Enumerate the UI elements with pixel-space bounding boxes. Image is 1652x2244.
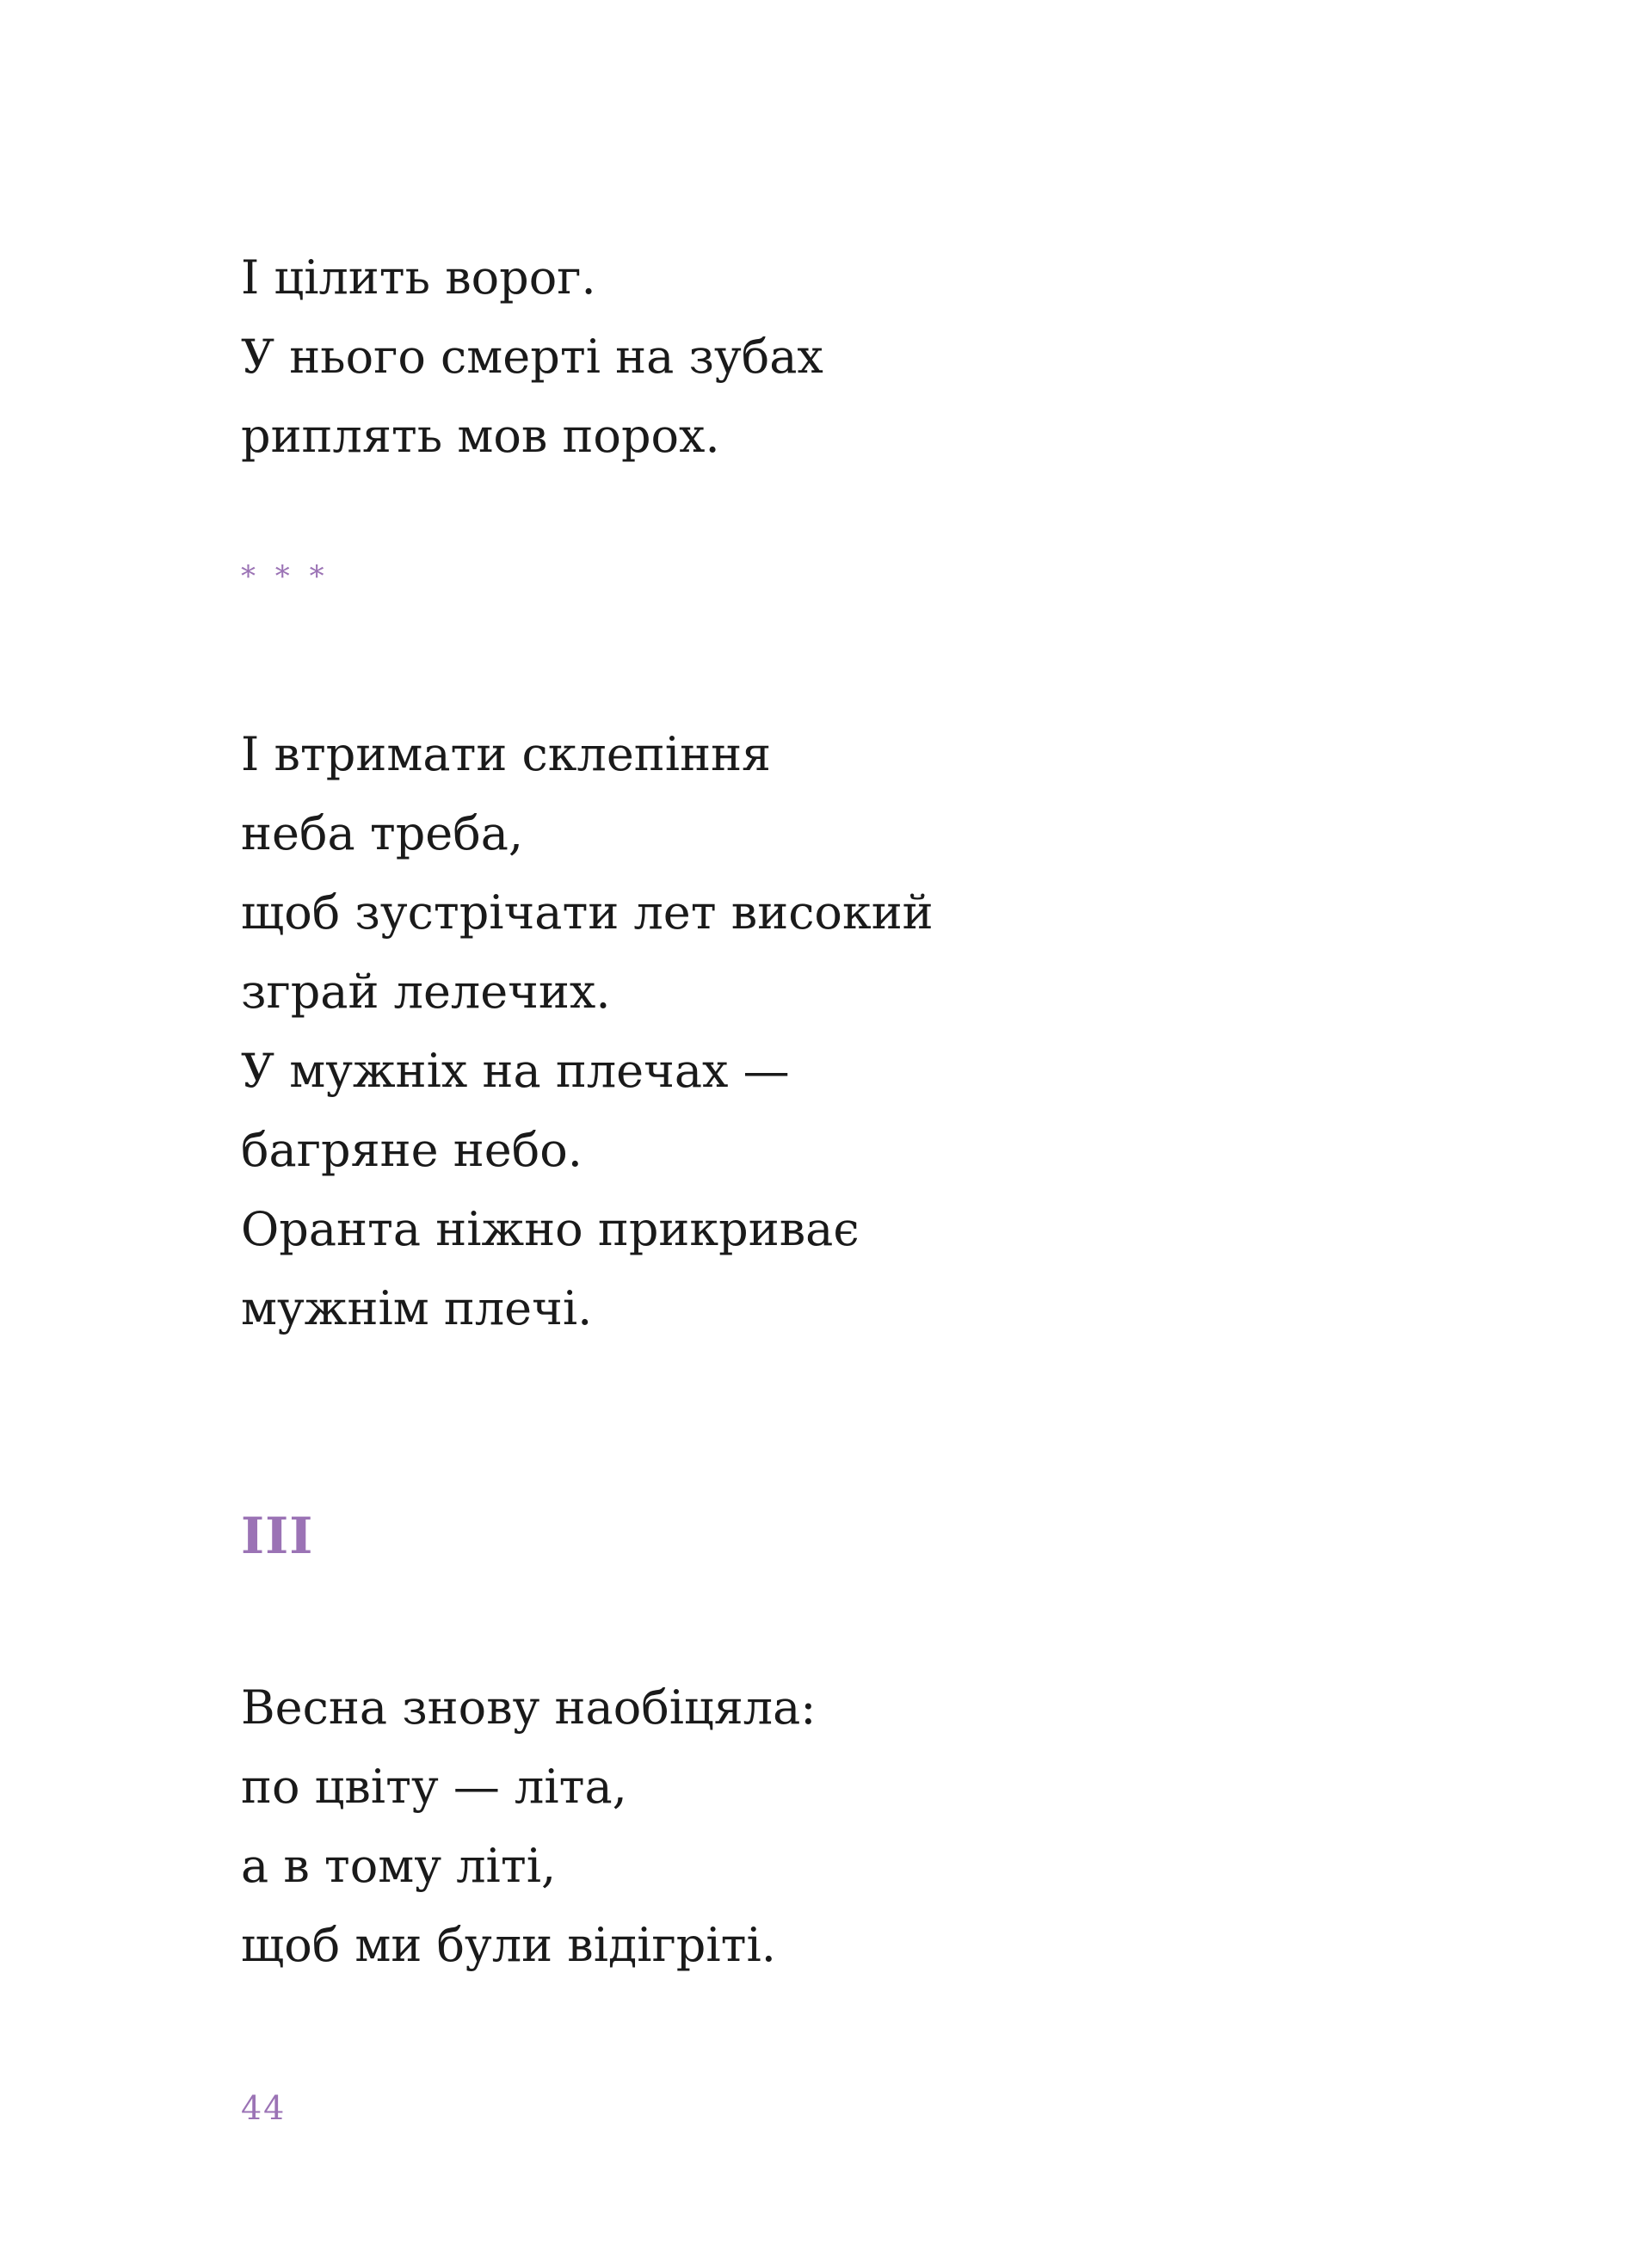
poem-line: риплять мов порох. [241, 409, 720, 463]
poem-line: по цвіту — літа, [241, 1760, 627, 1814]
poem-line: багряне небо. [241, 1123, 583, 1177]
poem-stanza-1 [241, 238, 823, 476]
poem-stanza-2 [241, 715, 934, 1348]
poem-line: а в тому літі, [241, 1839, 557, 1893]
poem-line: Оранта ніжно прикриває [241, 1202, 860, 1256]
poem-line: неба треба, [241, 806, 524, 860]
poem-line: мужнім плечі. [241, 1281, 593, 1335]
poem-line: У мужніх на плечах — [241, 1044, 790, 1098]
poem-stanza-3 [241, 1668, 817, 1985]
poem-line: І втримати склепіння [241, 727, 772, 781]
page-number: 44 [241, 2089, 287, 2127]
poem-line: щоб зустрічати лет високий [241, 885, 934, 940]
asterism-divider: * * * [241, 559, 330, 594]
poem-line: щоб ми були відігріті. [241, 1918, 776, 1972]
section-heading: III [241, 1507, 314, 1565]
poem-line: Весна знову наобіцяла: [241, 1680, 817, 1735]
poem-line: зграй лелечих. [241, 965, 611, 1019]
poem-line: І цілить ворог. [241, 250, 596, 305]
poem-line: У нього смерті на зубах [241, 330, 823, 384]
